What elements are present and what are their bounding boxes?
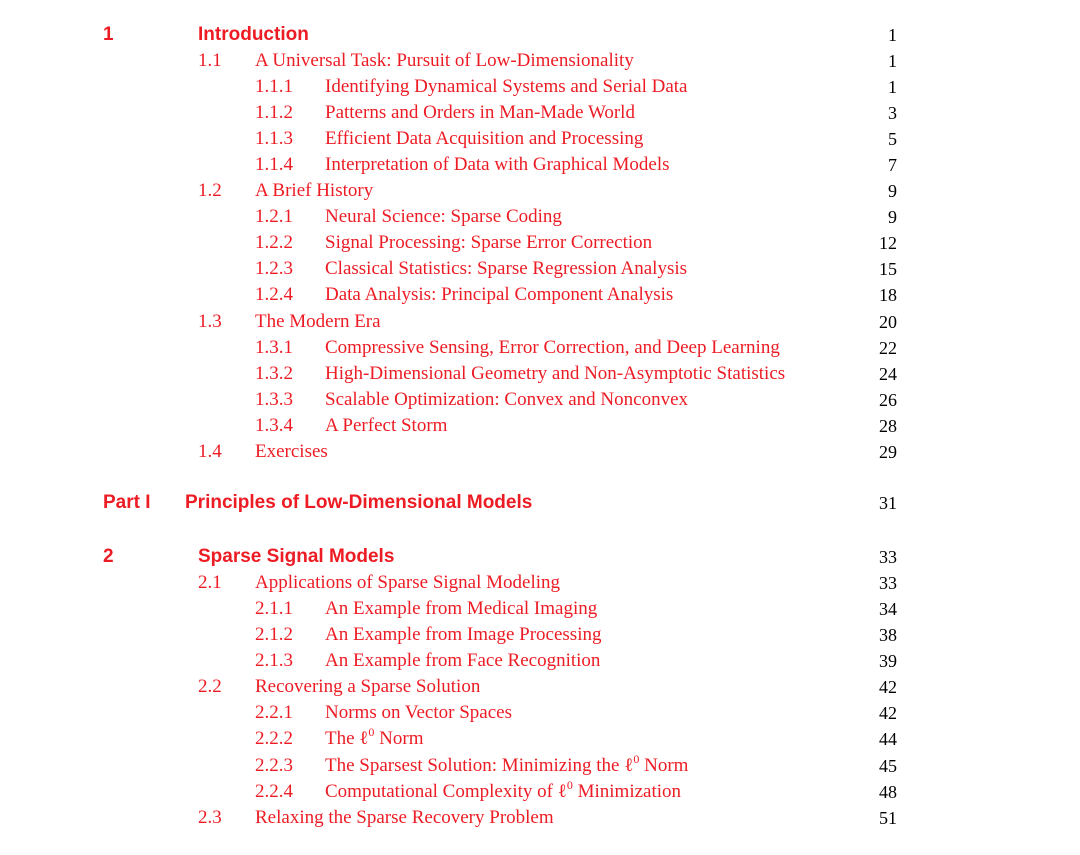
toc-entry-subsection[interactable] <box>0 648 1080 674</box>
toc-entry-part-1[interactable] <box>0 490 1080 516</box>
page-number: 9 <box>888 181 897 201</box>
subsection-number: 1.1.1 <box>255 76 293 97</box>
subsection-number: 2.2.1 <box>255 702 293 723</box>
page-number: 24 <box>879 364 897 384</box>
toc-entry-subsection[interactable] <box>0 74 1080 100</box>
toc-entry-subsection[interactable] <box>0 126 1080 152</box>
toc-entry-subsection[interactable] <box>0 596 1080 622</box>
subsection-title[interactable] <box>325 753 688 779</box>
subsection-number: 1.3.3 <box>255 389 293 410</box>
subsection-number: 1.2.2 <box>255 232 293 253</box>
part-title[interactable]: Principles of Low-Dimensional Models <box>185 492 533 513</box>
page-number: 38 <box>879 625 897 645</box>
section-number: 2.3 <box>198 807 222 828</box>
subsection-title[interactable]: An Example from Face Recognition <box>325 650 601 671</box>
title-text: Norm <box>374 728 424 749</box>
page-number: 15 <box>879 259 897 279</box>
page-number: 18 <box>879 285 897 305</box>
subsection-title[interactable]: Scalable Optimization: Convex and Nonconvex <box>325 389 689 410</box>
superscript-zero: 0 <box>368 724 375 739</box>
section-title[interactable]: The Modern Era <box>255 311 381 332</box>
subsection-title[interactable]: Efficient Data Acquisition and Processing <box>325 128 644 149</box>
subsection-title[interactable]: A Perfect Storm <box>325 415 448 436</box>
title-text: Minimization <box>572 781 682 802</box>
subsection-number: 1.2.3 <box>255 258 293 279</box>
toc-entry-subsection[interactable] <box>0 335 1080 361</box>
toc-entry-subsection[interactable] <box>0 622 1080 648</box>
chapter-number: 2 <box>103 546 114 567</box>
toc-entry-subsection[interactable] <box>0 256 1080 282</box>
toc-entry-subsection[interactable] <box>0 413 1080 439</box>
chapter-title[interactable]: Sparse Signal Models <box>198 546 395 567</box>
subsection-title[interactable]: High-Dimensional Geometry and Non-Asymptotic Statistics <box>325 363 786 384</box>
subsection-title[interactable]: Norms on Vector Spaces <box>325 702 512 723</box>
page-number: 1 <box>888 25 897 45</box>
subsection-number: 1.3.4 <box>255 415 293 436</box>
page-number: 7 <box>888 155 897 175</box>
page-number: 22 <box>879 338 897 358</box>
superscript-zero: 0 <box>633 751 640 766</box>
toc-entry-section[interactable] <box>0 48 1080 74</box>
subsection-number: 2.2.4 <box>255 781 293 802</box>
section-title[interactable]: Recovering a Sparse Solution <box>255 676 481 697</box>
subsection-title[interactable]: Classical Statistics: Sparse Regression Analysis <box>325 258 688 279</box>
title-text: Norm <box>639 755 689 776</box>
title-text: The Sparsest Solution: Minimizing the ℓ <box>325 755 634 776</box>
toc-entry-subsection[interactable] <box>0 753 1080 779</box>
page-number: 1 <box>888 77 897 97</box>
subsection-title[interactable]: Interpretation of Data with Graphical Models <box>325 154 670 175</box>
toc-entry-section[interactable] <box>0 570 1080 596</box>
toc-entry-section[interactable] <box>0 674 1080 700</box>
toc-entry-subsection[interactable] <box>0 230 1080 256</box>
page-number: 9 <box>888 207 897 227</box>
subsection-title[interactable]: Identifying Dynamical Systems and Serial Data <box>325 76 688 97</box>
page-number: 51 <box>879 808 897 828</box>
section-title[interactable]: Relaxing the Sparse Recovery Problem <box>255 807 554 828</box>
page-number: 1 <box>888 51 897 71</box>
toc-entry-section[interactable] <box>0 309 1080 335</box>
subsection-title[interactable]: Patterns and Orders in Man-Made World <box>325 102 635 123</box>
chapter-title[interactable]: Introduction <box>198 24 309 45</box>
page-number: 42 <box>879 677 897 697</box>
subsection-title[interactable]: An Example from Medical Imaging <box>325 598 598 619</box>
page-number: 3 <box>888 103 897 123</box>
subsection-number: 1.2.4 <box>255 284 293 305</box>
toc-entry-chapter-2[interactable] <box>0 544 1080 570</box>
page-number: 31 <box>879 493 897 513</box>
subsection-number: 1.1.4 <box>255 154 293 175</box>
subsection-number: 1.1.3 <box>255 128 293 149</box>
subsection-number: 2.1.2 <box>255 624 293 645</box>
toc-entry-subsection[interactable] <box>0 726 1080 752</box>
subsection-title[interactable]: Signal Processing: Sparse Error Correction <box>325 232 653 253</box>
toc-entry-subsection[interactable] <box>0 361 1080 387</box>
toc-entry-subsection[interactable] <box>0 700 1080 726</box>
page-number: 48 <box>879 782 897 802</box>
toc-entry-subsection[interactable] <box>0 152 1080 178</box>
page-number: 39 <box>879 651 897 671</box>
page-number: 12 <box>879 233 897 253</box>
page-number: 20 <box>879 312 897 332</box>
section-number: 2.2 <box>198 676 222 697</box>
title-text: The ℓ <box>325 728 369 749</box>
subsection-title[interactable] <box>325 779 681 805</box>
part-number: Part I <box>103 492 151 513</box>
toc-entry-section[interactable] <box>0 178 1080 204</box>
subsection-title[interactable]: An Example from Image Processing <box>325 624 602 645</box>
page-number: 26 <box>879 390 897 410</box>
section-title[interactable]: Exercises <box>255 441 328 462</box>
section-number: 2.1 <box>198 572 222 593</box>
section-number: 1.3 <box>198 311 222 332</box>
page-number: 33 <box>879 547 897 567</box>
section-number: 1.2 <box>198 180 222 201</box>
toc-entry-subsection[interactable] <box>0 204 1080 230</box>
subsection-title[interactable]: Neural Science: Sparse Coding <box>325 206 562 227</box>
toc-entry-section[interactable] <box>0 439 1080 465</box>
subsection-number: 1.3.1 <box>255 337 293 358</box>
subsection-number: 2.2.3 <box>255 755 293 776</box>
toc-entry-subsection[interactable] <box>0 282 1080 308</box>
subsection-title[interactable]: Compressive Sensing, Error Correction, and Deep Learning <box>325 337 780 358</box>
subsection-title[interactable]: Data Analysis: Principal Component Analysis <box>325 284 674 305</box>
chapter-number: 1 <box>103 24 114 45</box>
page-number: 42 <box>879 703 897 723</box>
superscript-zero: 0 <box>566 777 573 792</box>
section-number: 1.4 <box>198 441 222 462</box>
page-number: 28 <box>879 416 897 436</box>
toc-entry-subsection[interactable] <box>0 387 1080 413</box>
section-title[interactable]: A Brief History <box>255 180 374 201</box>
title-text: Computational Complexity of ℓ <box>325 781 567 802</box>
section-title[interactable]: A Universal Task: Pursuit of Low-Dimensionality <box>255 50 634 71</box>
subsection-number: 2.1.3 <box>255 650 293 671</box>
section-number: 1.1 <box>198 50 222 71</box>
section-title[interactable]: Applications of Sparse Signal Modeling <box>255 572 561 593</box>
subsection-number: 1.2.1 <box>255 206 293 227</box>
page-number: 45 <box>879 756 897 776</box>
toc-entry-chapter-1[interactable] <box>0 22 1080 48</box>
subsection-number: 2.2.2 <box>255 728 293 749</box>
subsection-number: 2.1.1 <box>255 598 293 619</box>
page-number: 5 <box>888 129 897 149</box>
toc-entry-subsection[interactable] <box>0 779 1080 805</box>
subsection-number: 1.1.2 <box>255 102 293 123</box>
page-number: 44 <box>879 729 897 749</box>
page-number: 33 <box>879 573 897 593</box>
page-number: 29 <box>879 442 897 462</box>
toc-entry-subsection[interactable] <box>0 100 1080 126</box>
page-number: 34 <box>879 599 897 619</box>
toc-entry-section[interactable] <box>0 805 1080 831</box>
subsection-number: 1.3.2 <box>255 363 293 384</box>
subsection-title[interactable] <box>325 726 423 752</box>
